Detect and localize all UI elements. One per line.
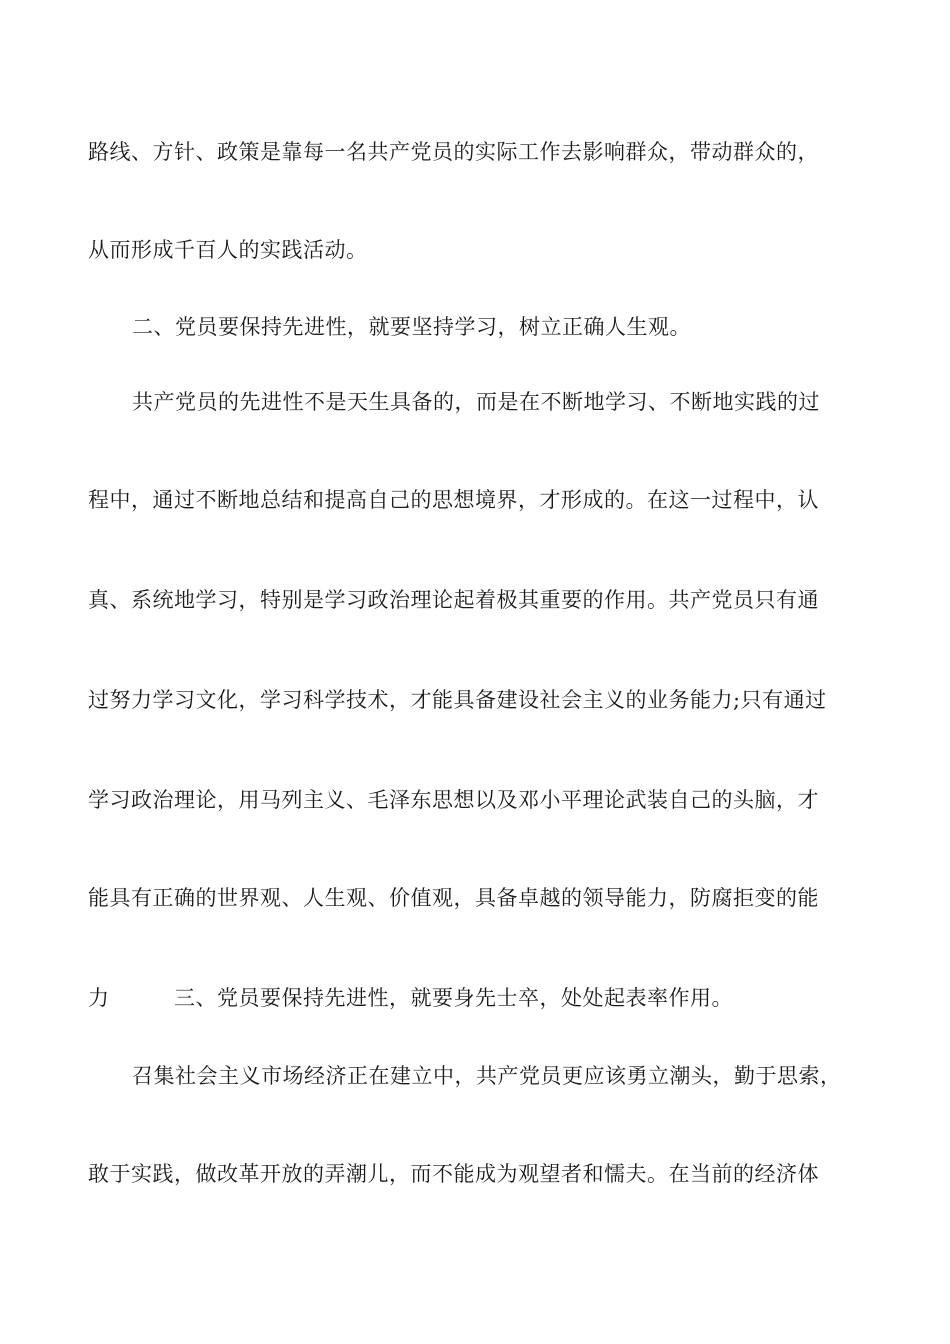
section-heading: 二、党员要保持先进性，就要坚持学习，树立正确人生观。 bbox=[132, 315, 691, 339]
text-line: 程中，通过不断地总结和提高自己的思想境界，才形成的。在这一过程中，认 bbox=[88, 488, 819, 512]
text-line: 路线、方针、政策是靠每一名共产党员的实际工作去影响群众，带动群众的， bbox=[88, 140, 819, 164]
text-line: 过努力学习文化，学习科学技术，才能具备建设社会主义的业务能力;只有通过 bbox=[88, 688, 827, 712]
text-line: 从而形成千百人的实践活动。 bbox=[88, 238, 368, 262]
text-line: 共产党员的先进性不是天生具备的，而是在不断地学习、不断地实践的过 bbox=[132, 390, 820, 414]
text-line: 敢于实践，做改革开放的弄潮儿，而不能成为观望者和懦夫。在当前的经济体 bbox=[88, 1162, 819, 1186]
text-line: 召集社会主义市场经济正在建立中，共产党员更应该勇立潮头，勤于思索， bbox=[132, 1064, 842, 1088]
section-heading: 力 三、党员要保持先进性，就要身先士卒，处处起表率作用。 bbox=[88, 986, 733, 1010]
text-line: 真、系统地学习，特别是学习政治理论起着极其重要的作用。共产党员只有通 bbox=[88, 588, 819, 612]
text-line: 能具有正确的世界观、人生观、价值观，具备卓越的领导能力，防腐拒变的能 bbox=[88, 886, 819, 910]
text-line: 学习政治理论，用马列主义、毛泽东思想以及邓小平理论武装自己的头脑，才 bbox=[88, 788, 819, 812]
